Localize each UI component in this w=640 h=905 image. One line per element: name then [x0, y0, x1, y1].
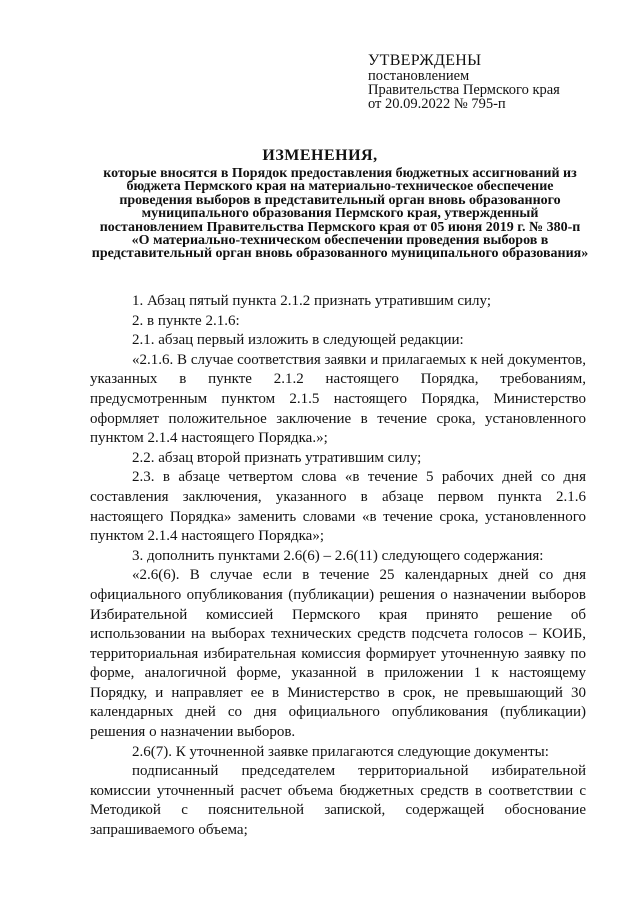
paragraph: 1. Абзац пятый пункта 2.1.2 признать утратившим силу; — [132, 293, 491, 309]
paragraph: 2.6(7). К уточненной заявке прилагаются следующие документы: — [132, 743, 549, 760]
approval-line: постановлением — [368, 68, 470, 84]
paragraph: подписанный председателем территориальной избирательной комиссии уточненный расчет объема бюджетных средств в соответствии с Методикой с пояснительной запиской, содержащей обоснование запрашиваемого объема; — [90, 763, 586, 839]
paragraph: 2. в пункте 2.1.6: — [132, 312, 240, 329]
document-title: ИЗМЕНЕНИЯ, — [262, 147, 378, 164]
paragraph: «2.1.6. В случае соответствия заявки и прилагаемых к ней документов, указанных в пункте 2.1.2 настоящего Порядка, требованиям, предусмотренным пунктом 2.1.5 настоящего Порядка, Министерство оформляет положительное заключение в течение срока, установленного пунктом 2.1.4 настоящего Порядка.»; — [90, 351, 586, 447]
approval-stamp — [368, 52, 560, 111]
paragraph: 2.3. в абзаце четвертом слова «в течение 5 рабочих дней со дня составления заключения, указанного в абзаце первом пункта 2.1.6 настоящего Порядка» заменить словами «в течение срока, установленного пунктом 2.1.4 настоящего Порядка»; — [90, 469, 586, 545]
paragraph: «2.6(6). В случае если в течение 25 календарных дней со дня официального опубликования (публикации) решения о назначении выборов Избирательной комиссией Пермского края принято решение об использовании на выборах технических средств подсчета голосов – КОИБ, территориальная избирательная комиссия формирует уточненную заявку по форме, аналогичной форме, указанной в приложении 1 к настоящему Порядку, и направляет ее в Министерство в срок, не превышающий 30 календарных дней со дня официального опубликования (публикации) решения о назначении выборов. — [90, 567, 586, 741]
approval-date: от 20.09.2022 № 795-п — [368, 96, 506, 112]
document-body — [90, 292, 586, 841]
paragraph: 2.2. абзац второй признать утратившим силу; — [132, 449, 422, 466]
document-subtitle: которые вносятся в Порядок предоставления бюджетных ассигнований из бюджета Пермского края на материально-техническое обеспечение проведения выборов в представительный орган вновь образованного муниципального образования Пермского края, утвержденный постановлением Правительства Пермского края от 05 июня 2019 г. № 380-п «О материально-техническом обеспечении проведения выборов в представительный орган вновь образованного муниципального образования» — [91, 166, 589, 262]
paragraph: 3. дополнить пунктами 2.6(6) – 2.6(11) следующего содержания: — [132, 547, 544, 564]
paragraph: 2.1. абзац первый изложить в следующей редакции: — [132, 332, 464, 349]
approval-heading: УТВЕРЖДЕНЫ — [368, 52, 482, 69]
approval-line: Правительства Пермского края — [368, 82, 560, 98]
